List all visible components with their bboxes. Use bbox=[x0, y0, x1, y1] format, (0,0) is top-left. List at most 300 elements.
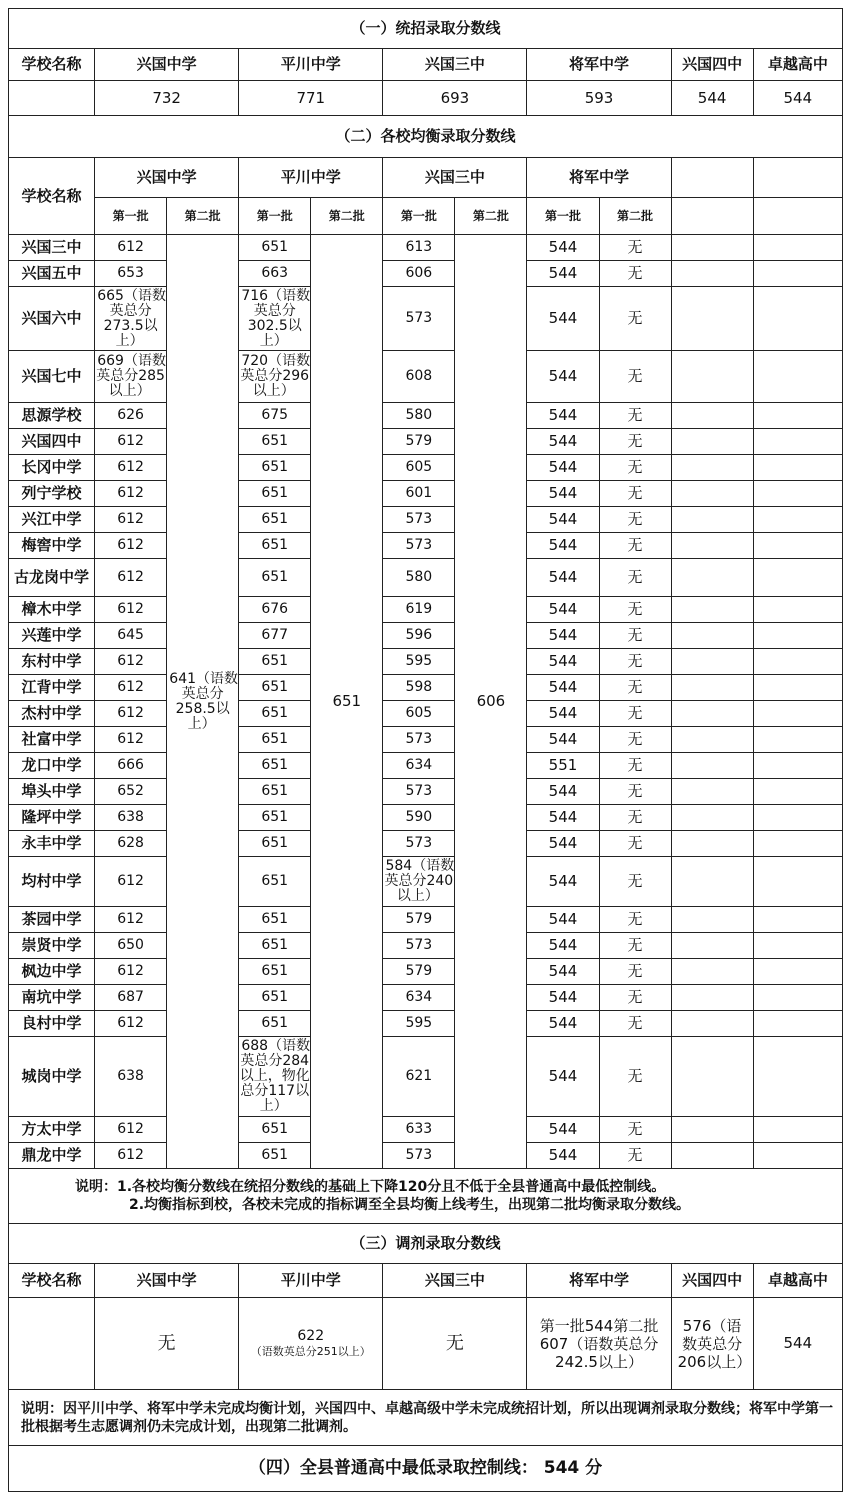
score-text: 612 bbox=[117, 963, 144, 979]
sanzhong-batch-1 bbox=[383, 287, 455, 351]
empty-cell bbox=[671, 559, 753, 597]
jiangjun-batch-2: 无 bbox=[599, 1011, 671, 1037]
school-name: 樟木中学 bbox=[9, 597, 95, 623]
score-text: 651 bbox=[261, 1015, 289, 1031]
school-name: 列宁学校 bbox=[9, 481, 95, 507]
jiangjun-batch-1: 544 bbox=[527, 1011, 599, 1037]
sanzhong-batch-1 bbox=[383, 805, 455, 831]
empty-cell bbox=[671, 533, 753, 559]
school-name: 东村中学 bbox=[9, 649, 95, 675]
section-3-header: 将军中学 bbox=[527, 1264, 671, 1298]
score-text: 596 bbox=[405, 627, 433, 643]
jiangjun-batch-1: 544 bbox=[527, 507, 599, 533]
score-text: 612 bbox=[117, 653, 144, 669]
jiangjun-batch-2: 无 bbox=[599, 907, 671, 933]
empty-cell bbox=[9, 1298, 95, 1390]
score-text: 666 bbox=[117, 757, 144, 773]
score-text: 573 bbox=[405, 511, 433, 527]
school-name: 兴莲中学 bbox=[9, 623, 95, 649]
batch-1-header: 第一批 bbox=[383, 198, 455, 235]
sanzhong-batch-1 bbox=[383, 701, 455, 727]
score-text: 651 bbox=[261, 1121, 289, 1137]
pingchuan-batch-1 bbox=[239, 559, 311, 597]
school-name: 江背中学 bbox=[9, 675, 95, 701]
score-text: 573 bbox=[405, 937, 433, 953]
xingguo-batch-1 bbox=[95, 727, 167, 753]
school-header: 兴国三中 bbox=[383, 158, 527, 198]
score-text: 651 bbox=[261, 989, 289, 1005]
score-text: 601 bbox=[405, 485, 433, 501]
pingchuan-batch-1 bbox=[239, 753, 311, 779]
empty-cell bbox=[671, 1143, 753, 1169]
xingguo-batch-1 bbox=[95, 403, 167, 429]
pingchuan-batch-1 bbox=[239, 857, 311, 907]
score-text: 645 bbox=[117, 627, 144, 643]
sanzhong-batch-1 bbox=[383, 1117, 455, 1143]
score-text: 653 bbox=[117, 265, 144, 281]
section-1-score: 544 bbox=[753, 81, 842, 116]
score-text: 612 bbox=[117, 679, 144, 695]
pingchuan-batch-1 bbox=[239, 985, 311, 1011]
section-1-header: 学校名称 bbox=[9, 49, 95, 81]
score-text: 720（语数英总分296以上） bbox=[240, 353, 311, 399]
score-text: 573 bbox=[405, 537, 433, 553]
school-name: 永丰中学 bbox=[9, 831, 95, 857]
xingguo-batch-1 bbox=[95, 959, 167, 985]
score-text: 595 bbox=[405, 653, 433, 669]
jiangjun-batch-2: 无 bbox=[599, 933, 671, 959]
note-line: 说明：1.各校均衡分数线在统招分数线的基础上下降120分且不低于全县普通高中最低控制线。 bbox=[75, 1179, 666, 1195]
jiangjun-batch-2: 无 bbox=[599, 985, 671, 1011]
pingchuan-batch-1 bbox=[239, 779, 311, 805]
empty-cell bbox=[753, 198, 842, 235]
score-text: 584（语数英总分240以上） bbox=[384, 858, 455, 904]
sanzhong-batch-1 bbox=[383, 559, 455, 597]
school-name: 鼎龙中学 bbox=[9, 1143, 95, 1169]
score-text: 612 bbox=[117, 911, 144, 927]
jiangjun-batch-2: 无 bbox=[599, 959, 671, 985]
score-text: 612 bbox=[117, 705, 144, 721]
score-text: 651 bbox=[261, 679, 289, 695]
section-1-score: 732 bbox=[95, 81, 239, 116]
jiangjun-batch-2: 无 bbox=[599, 1143, 671, 1169]
batch-1-header: 第一批 bbox=[95, 198, 167, 235]
xingguo-batch-1 bbox=[95, 261, 167, 287]
jiangjun-batch-2: 无 bbox=[599, 559, 671, 597]
empty-cell bbox=[671, 857, 753, 907]
xingguo-batch-1 bbox=[95, 1143, 167, 1169]
pingchuan-adjust-score bbox=[239, 1298, 383, 1390]
score-text: 651 bbox=[261, 239, 289, 255]
empty-cell bbox=[753, 779, 842, 805]
section-3-header: 平川中学 bbox=[239, 1264, 383, 1298]
score-text: 651 bbox=[261, 705, 289, 721]
sanzhong-batch-1 bbox=[383, 753, 455, 779]
pingchuan-batch-1 bbox=[239, 261, 311, 287]
score-text: 669（语数英总分285以上） bbox=[96, 353, 166, 399]
school-name: 茶园中学 bbox=[9, 907, 95, 933]
score-text: 605 bbox=[405, 459, 433, 475]
school-name: 古龙岗中学 bbox=[9, 559, 95, 597]
sanzhong-batch-1 bbox=[383, 857, 455, 907]
score-text: 612 bbox=[117, 239, 144, 255]
school-name: 方太中学 bbox=[9, 1117, 95, 1143]
school-name: 隆坪中学 bbox=[9, 805, 95, 831]
section-1-header: 兴国四中 bbox=[671, 49, 753, 81]
empty-cell bbox=[753, 1011, 842, 1037]
sanzhong-batch-1 bbox=[383, 597, 455, 623]
empty-cell bbox=[753, 857, 842, 907]
admission-score-table bbox=[8, 8, 843, 1492]
pingchuan-batch-1 bbox=[239, 1117, 311, 1143]
empty-cell bbox=[753, 455, 842, 481]
score-text: 612 bbox=[117, 485, 144, 501]
section-3-header: 兴国三中 bbox=[383, 1264, 527, 1298]
score-text: 612 bbox=[117, 601, 144, 617]
empty-cell bbox=[671, 403, 753, 429]
school-header: 兴国中学 bbox=[95, 158, 239, 198]
score-text: 651 bbox=[261, 809, 289, 825]
jiangjun-batch-1: 544 bbox=[527, 959, 599, 985]
empty-cell bbox=[671, 235, 753, 261]
empty-cell bbox=[753, 533, 842, 559]
score-text: 677 bbox=[261, 627, 289, 643]
xingguo-batch-1 bbox=[95, 481, 167, 507]
empty-cell bbox=[671, 779, 753, 805]
xingguo-batch-1 bbox=[95, 831, 167, 857]
empty-cell bbox=[671, 649, 753, 675]
section-3-title: （三）调剂录取分数线 bbox=[9, 1224, 843, 1264]
empty-cell bbox=[753, 959, 842, 985]
score-text: 650 bbox=[117, 937, 144, 953]
note-line: 2.均衡指标到校，各校未完成的指标调至全县均衡上线考生，出现第二批均衡录取分数线。 bbox=[129, 1197, 691, 1213]
score-text: 651 bbox=[261, 569, 289, 585]
school-name: 梅窖中学 bbox=[9, 533, 95, 559]
score-text: 621 bbox=[405, 1068, 433, 1084]
sanzhong-batch-1 bbox=[383, 507, 455, 533]
jiangjun-batch-1: 544 bbox=[527, 261, 599, 287]
school-name: 兴国六中 bbox=[9, 287, 95, 351]
empty-cell bbox=[753, 933, 842, 959]
score-text: 622 bbox=[297, 1327, 325, 1344]
score-text: 612 bbox=[117, 1121, 144, 1137]
jiangjun-batch-2: 无 bbox=[599, 507, 671, 533]
school-name: 思源学校 bbox=[9, 403, 95, 429]
sanzhong-batch-1 bbox=[383, 1037, 455, 1117]
sanzhong-batch-1 bbox=[383, 261, 455, 287]
xingguo-batch-1 bbox=[95, 805, 167, 831]
school-name: 枫边中学 bbox=[9, 959, 95, 985]
sanzhong-batch-1 bbox=[383, 649, 455, 675]
sanzhong-adjust-score: 无 bbox=[383, 1298, 527, 1390]
section-1-score bbox=[9, 81, 95, 116]
score-text: 675 bbox=[261, 407, 289, 423]
score-text: 651 bbox=[261, 731, 289, 747]
section-2-note bbox=[9, 1169, 843, 1224]
jiangjun-batch-2: 无 bbox=[599, 779, 671, 805]
sanzhong-batch-1 bbox=[383, 933, 455, 959]
xingguo-batch-2 bbox=[167, 235, 239, 1169]
xingguo-batch-1 bbox=[95, 675, 167, 701]
score-text: 第一批544第二批607（语数英总分242.5以上） bbox=[539, 1316, 659, 1371]
sanzhong-batch-1 bbox=[383, 727, 455, 753]
note-line: 说明：因平川中学、将军中学未完成均衡计划，兴国四中、卓越高级中学未完成统招计划，所以出现调剂录取分数线；将军中学第一批根据考生志愿调剂仍未完成计划，出现第二批调剂。 bbox=[21, 1400, 833, 1435]
school-name: 兴国七中 bbox=[9, 351, 95, 403]
jiangjun-batch-2: 无 bbox=[599, 623, 671, 649]
section-3-note bbox=[9, 1390, 843, 1446]
school-name: 均村中学 bbox=[9, 857, 95, 907]
pingchuan-batch-1 bbox=[239, 727, 311, 753]
jiangjun-batch-1: 544 bbox=[527, 805, 599, 831]
empty-cell bbox=[753, 429, 842, 455]
school-name: 长冈中学 bbox=[9, 455, 95, 481]
empty-cell bbox=[671, 597, 753, 623]
empty-cell bbox=[753, 623, 842, 649]
sanzhong-batch-1 bbox=[383, 429, 455, 455]
jiangjun-batch-1: 544 bbox=[527, 559, 599, 597]
score-text: 687 bbox=[117, 989, 144, 1005]
section-1-header: 兴国三中 bbox=[383, 49, 527, 81]
school-header: 将军中学 bbox=[527, 158, 671, 198]
pingchuan-batch-1 bbox=[239, 649, 311, 675]
sanzhong-batch-1 bbox=[383, 985, 455, 1011]
xingguo-batch-1 bbox=[95, 933, 167, 959]
pingchuan-batch-1 bbox=[239, 235, 311, 261]
jiangjun-batch-2: 无 bbox=[599, 1037, 671, 1117]
score-text: 573 bbox=[405, 835, 433, 851]
empty-cell bbox=[671, 727, 753, 753]
score-text: 716（语数英总分302.5以上） bbox=[241, 287, 311, 349]
jiangjun-batch-2: 无 bbox=[599, 649, 671, 675]
empty-cell bbox=[671, 1037, 753, 1117]
empty-cell bbox=[671, 1011, 753, 1037]
score-text: 579 bbox=[405, 433, 433, 449]
score-text: 651 bbox=[261, 757, 289, 773]
score-text: 663 bbox=[261, 265, 289, 281]
jiangjun-batch-1: 544 bbox=[527, 597, 599, 623]
sanzhong-batch-1 bbox=[383, 533, 455, 559]
school-name: 兴国四中 bbox=[9, 429, 95, 455]
pingchuan-batch-1 bbox=[239, 403, 311, 429]
jiangjun-batch-1: 544 bbox=[527, 1117, 599, 1143]
empty-cell bbox=[671, 158, 753, 198]
empty-cell bbox=[671, 831, 753, 857]
xingguo-batch-1 bbox=[95, 701, 167, 727]
pingchuan-batch-1 bbox=[239, 481, 311, 507]
sanzhong-batch-1 bbox=[383, 623, 455, 649]
jiangjun-batch-1: 544 bbox=[527, 985, 599, 1011]
batch-2-header: 第二批 bbox=[599, 198, 671, 235]
score-text: 651 bbox=[261, 911, 289, 927]
sanzhong-batch-1 bbox=[383, 403, 455, 429]
jiangjun-batch-2: 无 bbox=[599, 455, 671, 481]
jiangjun-batch-2: 无 bbox=[599, 351, 671, 403]
pingchuan-batch-1 bbox=[239, 533, 311, 559]
pingchuan-batch-1 bbox=[239, 429, 311, 455]
empty-cell bbox=[753, 158, 842, 198]
jiangjun-batch-2: 无 bbox=[599, 727, 671, 753]
sanzhong-batch-1 bbox=[383, 455, 455, 481]
jiangjun-batch-1: 544 bbox=[527, 857, 599, 907]
score-text: 688（语数英总分284以上，物化总分117以上） bbox=[239, 1038, 311, 1114]
score-text: 598 bbox=[405, 679, 433, 695]
section-1-header: 平川中学 bbox=[239, 49, 383, 81]
jiangjun-batch-1: 544 bbox=[527, 455, 599, 481]
xingguo-batch-1 bbox=[95, 623, 167, 649]
school-name: 崇贤中学 bbox=[9, 933, 95, 959]
sanzhong-batch-1 bbox=[383, 831, 455, 857]
score-text: 580 bbox=[405, 407, 433, 423]
empty-cell bbox=[753, 907, 842, 933]
empty-cell bbox=[753, 559, 842, 597]
empty-cell bbox=[671, 675, 753, 701]
xingguo-batch-1 bbox=[95, 1117, 167, 1143]
sizhong-adjust-score bbox=[671, 1298, 753, 1390]
section-3-header: 兴国中学 bbox=[95, 1264, 239, 1298]
pingchuan-batch-1 bbox=[239, 701, 311, 727]
section-1-title: （一）统招录取分数线 bbox=[9, 9, 843, 49]
school-name: 埠头中学 bbox=[9, 779, 95, 805]
jiangjun-batch-1: 544 bbox=[527, 831, 599, 857]
empty-cell bbox=[671, 455, 753, 481]
xingguo-batch-1 bbox=[95, 287, 167, 351]
pingchuan-batch-1 bbox=[239, 933, 311, 959]
score-text: 579 bbox=[405, 963, 433, 979]
empty-cell bbox=[753, 701, 842, 727]
sanzhong-batch-1 bbox=[383, 675, 455, 701]
score-text: 651 bbox=[261, 835, 289, 851]
pingchuan-batch-1 bbox=[239, 959, 311, 985]
score-text: 573 bbox=[405, 783, 433, 799]
score-text: 638 bbox=[117, 1068, 144, 1084]
section-3-header: 卓越高中 bbox=[753, 1264, 842, 1298]
empty-cell bbox=[753, 235, 842, 261]
jiangjun-batch-2: 无 bbox=[599, 403, 671, 429]
empty-cell bbox=[671, 198, 753, 235]
jiangjun-batch-2: 无 bbox=[599, 753, 671, 779]
empty-cell bbox=[671, 959, 753, 985]
empty-cell bbox=[671, 805, 753, 831]
score-text: 651 bbox=[261, 963, 289, 979]
xingguo-adjust-score: 无 bbox=[95, 1298, 239, 1390]
jiangjun-batch-2: 无 bbox=[599, 701, 671, 727]
school-name: 城岗中学 bbox=[9, 1037, 95, 1117]
sanzhong-batch-2: 606 bbox=[455, 235, 527, 1169]
section-4-title: （四）全县普通高中最低录取控制线： 544 分 bbox=[9, 1446, 843, 1492]
empty-cell bbox=[753, 1143, 842, 1169]
section-3-header: 学校名称 bbox=[9, 1264, 95, 1298]
jiangjun-batch-2: 无 bbox=[599, 857, 671, 907]
sanzhong-batch-1 bbox=[383, 959, 455, 985]
jiangjun-batch-1: 544 bbox=[527, 429, 599, 455]
empty-cell bbox=[671, 753, 753, 779]
jiangjun-batch-2: 无 bbox=[599, 1117, 671, 1143]
xingguo-batch-1 bbox=[95, 907, 167, 933]
section-2-title: （二）各校均衡录取分数线 bbox=[9, 116, 843, 158]
score-text: 652 bbox=[117, 783, 144, 799]
score-text: 612 bbox=[117, 1015, 144, 1031]
jiangjun-batch-1: 544 bbox=[527, 1143, 599, 1169]
empty-cell bbox=[753, 985, 842, 1011]
sanzhong-batch-1 bbox=[383, 1011, 455, 1037]
score-text: 651 bbox=[261, 511, 289, 527]
jiangjun-batch-2: 无 bbox=[599, 675, 671, 701]
score-text: 651 bbox=[261, 537, 289, 553]
section-1-header: 将军中学 bbox=[527, 49, 671, 81]
score-text: 573 bbox=[405, 310, 433, 326]
zhuoyue-adjust-score: 544 bbox=[753, 1298, 842, 1390]
school-name-header: 学校名称 bbox=[9, 158, 95, 235]
jiangjun-batch-2: 无 bbox=[599, 481, 671, 507]
xingguo-batch-1 bbox=[95, 235, 167, 261]
section-3-header: 兴国四中 bbox=[671, 1264, 753, 1298]
jiangjun-adjust-score bbox=[527, 1298, 671, 1390]
pingchuan-batch-1 bbox=[239, 1143, 311, 1169]
pingchuan-batch-2: 651 bbox=[311, 235, 383, 1169]
jiangjun-batch-1: 544 bbox=[527, 649, 599, 675]
jiangjun-batch-1: 551 bbox=[527, 753, 599, 779]
score-text: 665（语数英总分273.5以上） bbox=[97, 287, 166, 349]
score-text: 628 bbox=[117, 835, 144, 851]
batch-2-header: 第二批 bbox=[167, 198, 239, 235]
batch-1-header: 第一批 bbox=[527, 198, 599, 235]
empty-cell bbox=[671, 985, 753, 1011]
xingguo-batch-1 bbox=[95, 351, 167, 403]
school-name: 南坑中学 bbox=[9, 985, 95, 1011]
xingguo-batch-1 bbox=[95, 429, 167, 455]
jiangjun-batch-1: 544 bbox=[527, 287, 599, 351]
score-text: 612 bbox=[117, 537, 144, 553]
score-text: 605 bbox=[405, 705, 433, 721]
section-1-score: 593 bbox=[527, 81, 671, 116]
score-text: 651 bbox=[261, 1147, 289, 1163]
school-name: 杰村中学 bbox=[9, 701, 95, 727]
score-text: 595 bbox=[405, 1015, 433, 1031]
score-note: （语数英总分251以上） bbox=[250, 1344, 371, 1358]
jiangjun-batch-2: 无 bbox=[599, 235, 671, 261]
sanzhong-batch-1 bbox=[383, 779, 455, 805]
pingchuan-batch-1 bbox=[239, 805, 311, 831]
empty-cell bbox=[753, 287, 842, 351]
xingguo-batch-1 bbox=[95, 597, 167, 623]
xingguo-batch-1 bbox=[95, 533, 167, 559]
section-1-score: 544 bbox=[671, 81, 753, 116]
empty-cell bbox=[753, 597, 842, 623]
empty-cell bbox=[753, 831, 842, 857]
score-text: 626 bbox=[117, 407, 144, 423]
score-text: 633 bbox=[405, 1121, 433, 1137]
empty-cell bbox=[671, 907, 753, 933]
score-text: 651 bbox=[261, 485, 289, 501]
empty-cell bbox=[753, 753, 842, 779]
score-text: 612 bbox=[117, 731, 144, 747]
score-text: 612 bbox=[117, 1147, 144, 1163]
pingchuan-batch-1 bbox=[239, 597, 311, 623]
sanzhong-batch-1 bbox=[383, 481, 455, 507]
xingguo-batch-1 bbox=[95, 985, 167, 1011]
empty-cell bbox=[753, 727, 842, 753]
school-name: 兴国三中 bbox=[9, 235, 95, 261]
empty-cell bbox=[753, 649, 842, 675]
empty-cell bbox=[753, 805, 842, 831]
score-text: 676 bbox=[261, 601, 289, 617]
score-text: 580 bbox=[405, 569, 433, 585]
score-text: 619 bbox=[405, 601, 433, 617]
score-text: 651 bbox=[261, 433, 289, 449]
empty-cell bbox=[753, 1117, 842, 1143]
pingchuan-batch-1 bbox=[239, 831, 311, 857]
score-text: 612 bbox=[117, 433, 144, 449]
